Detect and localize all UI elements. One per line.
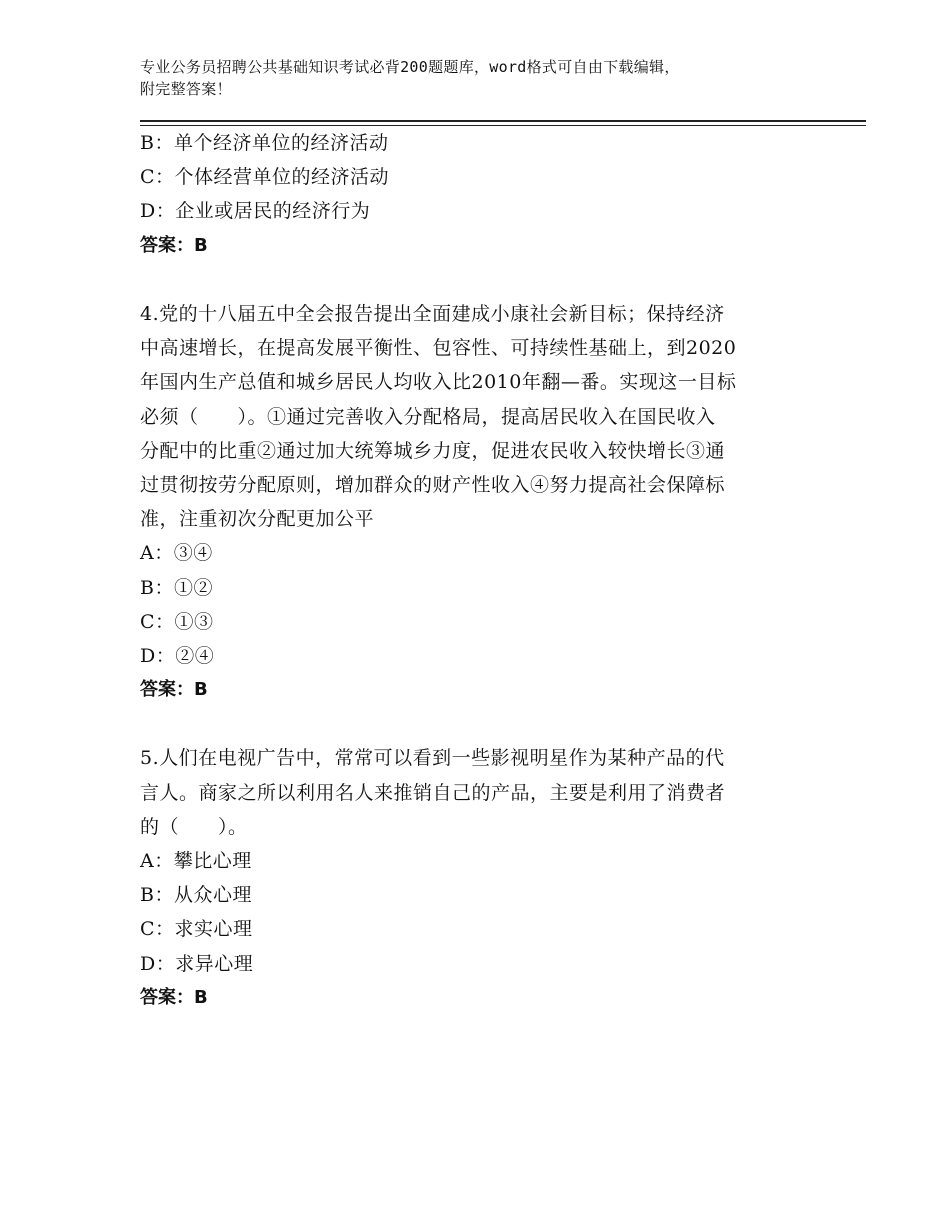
question-list [140,126,810,1015]
option-a: A：③④ [140,542,213,565]
option-b: B：单个经济单位的经济活动 [140,132,389,154]
stem-line: 5.人们在电视广告中，常常可以看到一些影视明星作为某种产品的代 [140,747,725,770]
document-header [140,56,830,100]
stem-line: 分配中的比重②通过加大统筹城乡力度，促进农民收入较快增长③通 [140,439,726,462]
answer-label: 答案：B [140,234,208,256]
question-stem [140,297,810,536]
option-b: B：从众心理 [140,884,252,907]
header-line-1: 专业公务员招聘公共基础知识考试必背200题题库，word格式可自由下载编辑， [140,58,680,76]
option-c: C：①③ [140,610,214,633]
option-c: C：个体经营单位的经济活动 [140,166,390,189]
question-stem [140,741,810,844]
answer-label: 答案：B [140,679,208,701]
stem-line: 过贯彻按劳分配原则，增加群众的财产性收入④努力提高社会保障标 [140,473,726,496]
stem-line: 必须（ ）。①通过完善收入分配格局，提高居民收入在国民收入 [140,405,716,428]
option-b: B：①② [140,576,213,599]
option-d: D：求异心理 [140,952,254,975]
question-3-tail [140,126,810,263]
stem-line: 准，注重初次分配更加公平 [140,508,375,531]
stem-line: 年国内生产总值和城乡居民人均收入比2010年翻—番。实现这一目标 [140,371,737,394]
question-spacer [140,707,810,741]
header-divider-thick [140,120,866,122]
option-a: A：攀比心理 [140,850,252,873]
question-spacer [140,263,810,297]
stem-line: 的（ ）。 [140,815,248,838]
header-line-2: 附完整答案！ [140,80,232,98]
option-d: D：②④ [140,644,215,667]
question-5 [140,741,810,1015]
stem-line: 4.党的十八届五中全会报告提出全面建成小康社会新目标；保持经济 [140,302,725,325]
question-4 [140,297,810,707]
option-d: D：企业或居民的经济行为 [140,200,371,223]
stem-line: 言人。商家之所以利用名人来推销自己的产品，主要是利用了消费者 [140,781,726,804]
option-c: C：求实心理 [140,918,253,941]
stem-line: 中高速增长，在提高发展平衡性、包容性、可持续性基础上，到2020 [140,337,737,360]
answer-label: 答案：B [140,986,208,1008]
